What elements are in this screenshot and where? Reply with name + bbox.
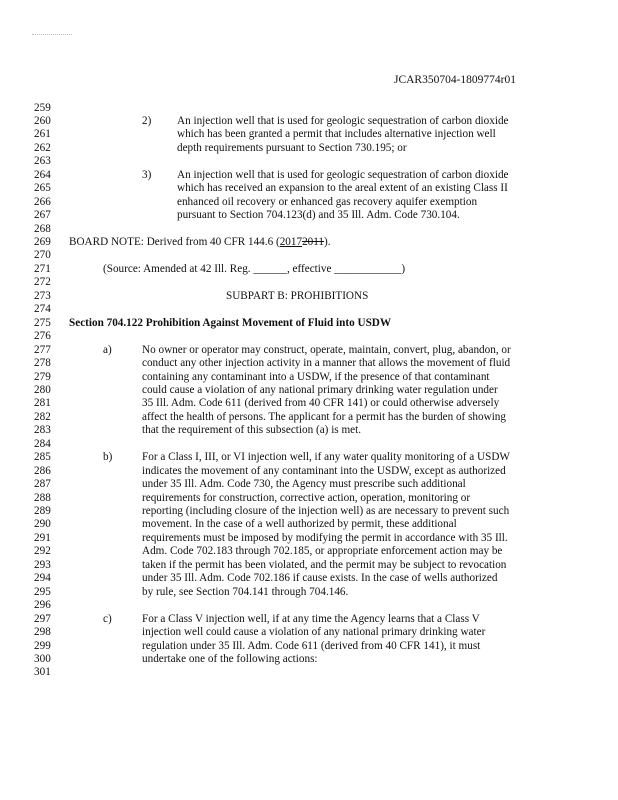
- line-text: [226, 290, 368, 304]
- line-number: 285: [34, 451, 51, 464]
- text-segment: No owner or operator may construct, operate, maintain, convert, plug, abandon, or: [142, 343, 511, 356]
- text-segment: An injection well that is used for geologic sequestration of carbon dioxide: [177, 114, 509, 127]
- text-segment: undertake one of the following actions:: [142, 652, 318, 665]
- document-line: [0, 653, 618, 667]
- line-text: [142, 465, 506, 479]
- document-line: [0, 290, 618, 304]
- line-number: 287: [34, 478, 51, 491]
- line-number: 262: [34, 141, 51, 154]
- line-number: 266: [34, 195, 51, 208]
- text-segment: 35 Ill. Adm. Code 611 (derived from 40 CFR 141) or could otherwise adversely: [142, 397, 500, 410]
- line-number: 290: [34, 518, 51, 531]
- text-segment: that the requirement of this subsection (a) is met.: [142, 424, 362, 437]
- text-segment: Section 704.122 Prohibition Against Movement of Fluid into USDW: [69, 316, 392, 329]
- document-line: [0, 505, 618, 519]
- line-text: [142, 451, 510, 465]
- deleted-text: 2011: [302, 236, 325, 248]
- line-text: [69, 317, 391, 331]
- line-number: 288: [34, 491, 51, 504]
- line-number: 296: [34, 599, 51, 612]
- text-segment: (Source: Amended at 42 Ill. Reg. ______, effective ____________): [103, 262, 406, 275]
- document-line: [0, 330, 618, 344]
- document-line: [0, 276, 618, 290]
- line-number: 280: [34, 383, 51, 396]
- text-segment: ).: [324, 236, 331, 248]
- line-text: [142, 613, 480, 627]
- document-line: [0, 397, 618, 411]
- text-segment: regulation under 35 Ill. Adm. Code 611 (derived from 40 CFR 141), it must: [142, 639, 481, 652]
- line-number: 272: [34, 276, 51, 289]
- line-text: [103, 263, 405, 277]
- line-text: [177, 142, 407, 156]
- document-line: [0, 303, 618, 317]
- document-line: [0, 249, 618, 263]
- document-line: [0, 155, 618, 169]
- line-number: 277: [34, 343, 51, 356]
- scan-mark: [32, 34, 72, 37]
- line-number: 299: [34, 639, 51, 652]
- document-line: [0, 559, 618, 573]
- document-line: [0, 465, 618, 479]
- line-number: 261: [34, 128, 51, 141]
- text-segment: pursuant to Section 704.123(d) and 35 Ill. Adm. Code 730.104.: [177, 209, 460, 222]
- line-number: 293: [34, 558, 51, 571]
- text-segment: depth requirements pursuant to Section 730.195; or: [177, 141, 407, 154]
- list-marker: b): [103, 451, 113, 464]
- line-number: 279: [34, 370, 51, 383]
- document-line: [0, 223, 618, 237]
- document-line: [0, 599, 618, 613]
- text-segment: by rule, see Section 704.141 through 704.146.: [142, 585, 349, 598]
- line-number: 267: [34, 209, 51, 222]
- line-text: [142, 344, 511, 358]
- text-segment: under 35 Ill. Adm. Code 730, the Agency must prescribe such additional: [142, 478, 466, 491]
- document-line: [0, 532, 618, 546]
- line-number: 268: [34, 222, 51, 235]
- text-segment: which has received an expansion to the areal extent of an existing Class II: [177, 182, 508, 195]
- line-number: 281: [34, 397, 51, 410]
- line-text: [142, 518, 457, 532]
- line-number: 291: [34, 531, 51, 544]
- text-segment: affect the health of persons. The applicant for a permit has the burden of showing: [142, 410, 506, 423]
- document-line: [0, 613, 618, 627]
- document-line: [0, 344, 618, 358]
- document-line: [0, 411, 618, 425]
- text-segment: which has been granted a permit that includes alternative injection well: [177, 128, 496, 141]
- line-number: 283: [34, 424, 51, 437]
- line-text: [177, 209, 460, 223]
- text-segment: enhanced oil recovery or enhanced gas recovery aquifer exemption: [177, 195, 478, 208]
- line-number: 301: [34, 666, 51, 679]
- document-line: [0, 586, 618, 600]
- line-number: 295: [34, 585, 51, 598]
- text-segment: movement. In the case of a well authorized by permit, these additional: [142, 518, 457, 531]
- list-marker: a): [103, 343, 112, 356]
- line-text: [142, 411, 506, 425]
- line-number: 260: [34, 114, 51, 127]
- line-text: [142, 545, 502, 559]
- document-line: [0, 572, 618, 586]
- line-text: [177, 128, 496, 142]
- text-segment: under 35 Ill. Adm. Code 702.186 if cause exists. In the case of wells authorized: [142, 572, 498, 585]
- document-line: [0, 384, 618, 398]
- line-number: 275: [34, 316, 51, 329]
- document-line: [0, 196, 618, 210]
- line-number: 270: [34, 249, 51, 262]
- line-number: 263: [34, 155, 51, 168]
- line-text: [142, 492, 470, 506]
- line-number: 265: [34, 182, 51, 195]
- line-text: [177, 196, 477, 210]
- line-number: 294: [34, 572, 51, 585]
- line-number: 276: [34, 330, 51, 343]
- line-number: 286: [34, 464, 51, 477]
- line-text: [177, 169, 509, 183]
- line-text: [177, 115, 509, 129]
- line-text: [177, 182, 508, 196]
- document-line: [0, 169, 618, 183]
- line-number: 278: [34, 357, 51, 370]
- document-line: [0, 263, 618, 277]
- line-number: 284: [34, 437, 51, 450]
- line-text: [142, 357, 510, 371]
- line-number: 300: [34, 652, 51, 665]
- text-segment: An injection well that is used for geologic sequestration of carbon dioxide: [177, 168, 509, 181]
- line-text: [142, 559, 506, 573]
- line-number: 289: [34, 505, 51, 517]
- document-line: [0, 371, 618, 385]
- line-text: [142, 505, 509, 519]
- line-text: [142, 371, 490, 385]
- document-line: [0, 357, 618, 371]
- document-line: [0, 478, 618, 492]
- line-number: 292: [34, 545, 51, 558]
- document-line: [0, 424, 618, 438]
- text-segment: Adm. Code 702.183 through 702.185, or appropriate enforcement action may be: [142, 545, 503, 558]
- text-segment: reporting (including closure of the injection well) as are necessary to prevent such: [142, 505, 510, 517]
- document-line: [0, 626, 618, 640]
- line-number: 274: [34, 303, 51, 316]
- line-text: [142, 653, 318, 667]
- document-line: [0, 451, 618, 465]
- text-segment: injection well could cause a violation of any national primary drinking water: [142, 626, 486, 639]
- line-number: 271: [34, 262, 51, 275]
- text-segment: SUBPART B: PROHIBITIONS: [226, 289, 369, 302]
- line-number: 282: [34, 410, 51, 423]
- text-segment: indicates the movement of any contaminant into the USDW, except as authorized: [142, 464, 506, 477]
- document-line: [0, 209, 618, 223]
- line-number: 273: [34, 289, 51, 302]
- text-segment: requirements must be imposed by modifying the permit in accordance with 35 Ill.: [142, 531, 508, 544]
- line-text: [142, 626, 485, 640]
- line-number: 259: [34, 101, 51, 114]
- document-line: [0, 142, 618, 156]
- list-marker: 3): [142, 168, 152, 181]
- document-line: [0, 236, 618, 250]
- line-text: [142, 532, 508, 546]
- document-line: [0, 182, 618, 196]
- list-marker: 2): [142, 114, 152, 127]
- line-number: 264: [34, 168, 51, 181]
- line-number: 298: [34, 626, 51, 639]
- document-line: [0, 102, 618, 116]
- line-number: 297: [34, 612, 51, 625]
- text-segment: containing any contaminant into a USDW, if the presence of that contaminant: [142, 370, 490, 383]
- document-line: [0, 438, 618, 452]
- line-text: [142, 424, 361, 438]
- text-segment: requirements for construction, corrective action, operation, monitoring or: [142, 491, 471, 504]
- document-line: [0, 518, 618, 532]
- line-text: [69, 236, 331, 250]
- text-segment: conduct any other injection activity in a manner that allows the movement of fluid: [142, 357, 511, 370]
- text-segment: could cause a violation of any national primary drinking water regulation under: [142, 383, 498, 396]
- document-line: [0, 492, 618, 506]
- document-line: [0, 545, 618, 559]
- line-text: [142, 586, 348, 600]
- document-line: [0, 666, 618, 680]
- text-segment: taken if the permit has been violated, and the permit may be subject to revocation: [142, 558, 507, 571]
- text-segment: BOARD NOTE: Derived from 40 CFR 144.6 (: [69, 236, 280, 248]
- line-text: [142, 397, 499, 411]
- document-line: [0, 317, 618, 331]
- line-text: [142, 478, 466, 492]
- line-number: 269: [34, 236, 51, 248]
- text-segment: For a Class I, III, or VI injection well, if any water quality monitoring of a USDW: [142, 451, 510, 464]
- document-line: [0, 640, 618, 654]
- document-line: [0, 128, 618, 142]
- line-text: [142, 572, 497, 586]
- line-text: [142, 384, 498, 398]
- line-text: [142, 640, 480, 654]
- list-marker: c): [103, 612, 112, 625]
- text-segment: For a Class V injection well, if at any time the Agency learns that a Class V: [142, 612, 480, 625]
- document-line: [0, 115, 618, 129]
- document-id: JCAR350704-1809774r01: [393, 74, 516, 86]
- inserted-text: 2017: [279, 236, 303, 248]
